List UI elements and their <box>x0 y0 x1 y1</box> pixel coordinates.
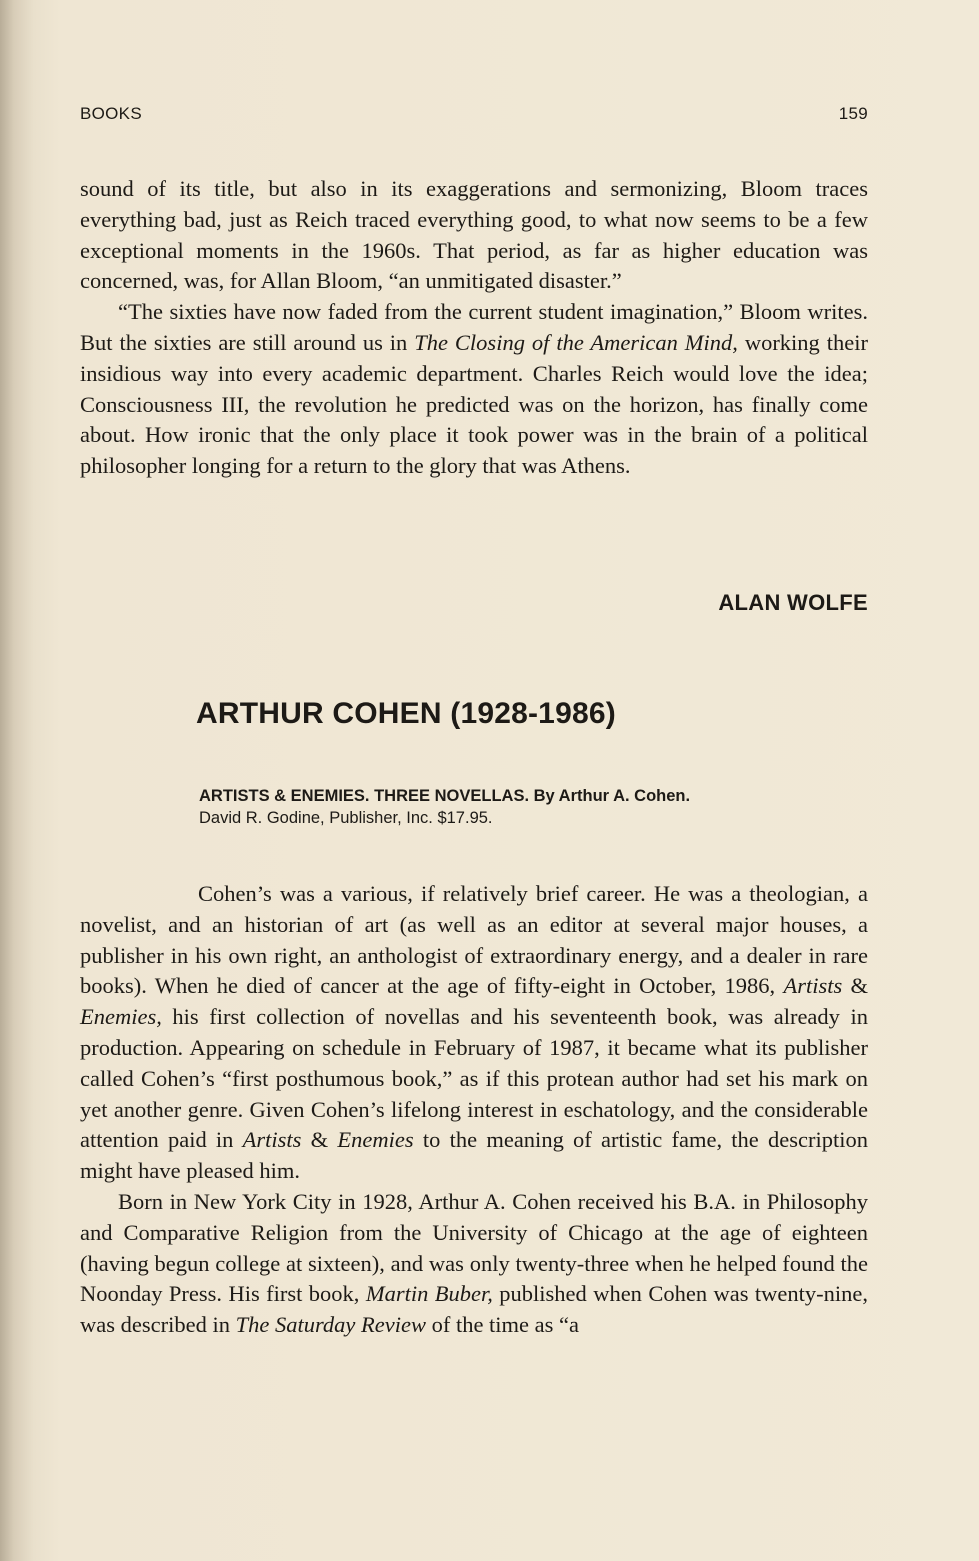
text-run: his first collection of novellas and his seventeenth book, was already in production. Appearing on schedule in February of 1987, it became what its publisher called Cohen’s “first posthumous book,” as if this protean author had set his mark on yet another genre. Given Cohen’s lifelong interest in eschatology, and the considerable attention paid in <box>80 1004 868 1153</box>
review-2-paragraph-1 <box>80 879 868 1187</box>
text-run: of the time as “a <box>425 1312 580 1338</box>
review-2-text <box>80 879 868 1341</box>
section-title: BOOKS <box>80 104 142 123</box>
book-citation <box>199 785 690 829</box>
review-1-paragraph-1: sound of its title, but also in its exaggerations and sermonizing, Bloom traces everything bad, just as Reich traced everything good, to what now seems to be a few exceptional moments in the 1960s. That period, as far as higher education was concerned, was, for Allan Bloom, “an unmitigated disaster.” <box>80 176 868 294</box>
italic-text-run: Martin Buber, <box>365 1281 493 1307</box>
review-1-text <box>80 174 868 482</box>
book-title-line: ARTISTS & ENEMIES. THREE NOVELLAS. By Arthur A. Cohen. <box>199 787 691 805</box>
review-2-paragraph-2 <box>80 1187 868 1341</box>
italic-text-run: The Saturday Review <box>235 1312 426 1338</box>
text-run: Born in New York City in 1928, Arthur A. Cohen received his B.A. in Philosophy and Comparative Religion from the University of Chicago at the age of eighteen (having begun college at sixteen), and was only twenty-three when he helped found the Noonday Press. His first book, <box>80 1188 868 1307</box>
text-run: published when Cohen was twenty-nine, was described in <box>80 1281 869 1338</box>
review-2-title: ARTHUR COHEN (1928-1986) <box>196 697 616 730</box>
italic-text-run: Enemies, <box>80 1004 162 1030</box>
text-run: Cohen’s was a various, if relatively brief career. He was a theologian, a novelist, and an historian of art (as well as an editor at several major houses, a publisher in his own right, an anthologist of extraordinary energy, and a dealer in rare books). When he died of cancer at the age of fifty-eight in October, 1986, <box>80 881 868 999</box>
text-run: & <box>301 1127 338 1153</box>
page-number: 159 <box>838 104 868 123</box>
text-run: “The sixties have now faded from the current student imagination,” Bloom writes. But the sixties are still around us in <box>80 299 868 355</box>
italic-text-run: Artists <box>242 1127 302 1153</box>
italic-text-run: Artists <box>783 973 843 999</box>
review-1-author: ALAN WOLFE <box>718 590 868 615</box>
text-run: & <box>842 973 868 999</box>
book-publisher-line: David R. Godine, Publisher, Inc. $17.95. <box>199 809 493 827</box>
review-1-paragraph-2 <box>80 297 868 482</box>
text-run: working their insidious way into every academic department. Charles Reich would love the idea; Consciousness III, the revolution he predicted was on the horizon, has finally come about. How ironic that the only place it took power was in the brain of a political philosopher longing for a return to the glory that was Athens. <box>80 329 868 479</box>
text-run: to the meaning of artistic fame, the description might have pleased him. <box>80 1127 868 1184</box>
italic-text-run: Enemies <box>337 1127 414 1153</box>
italic-text-run: The Closing of the American Mind, <box>414 329 738 355</box>
